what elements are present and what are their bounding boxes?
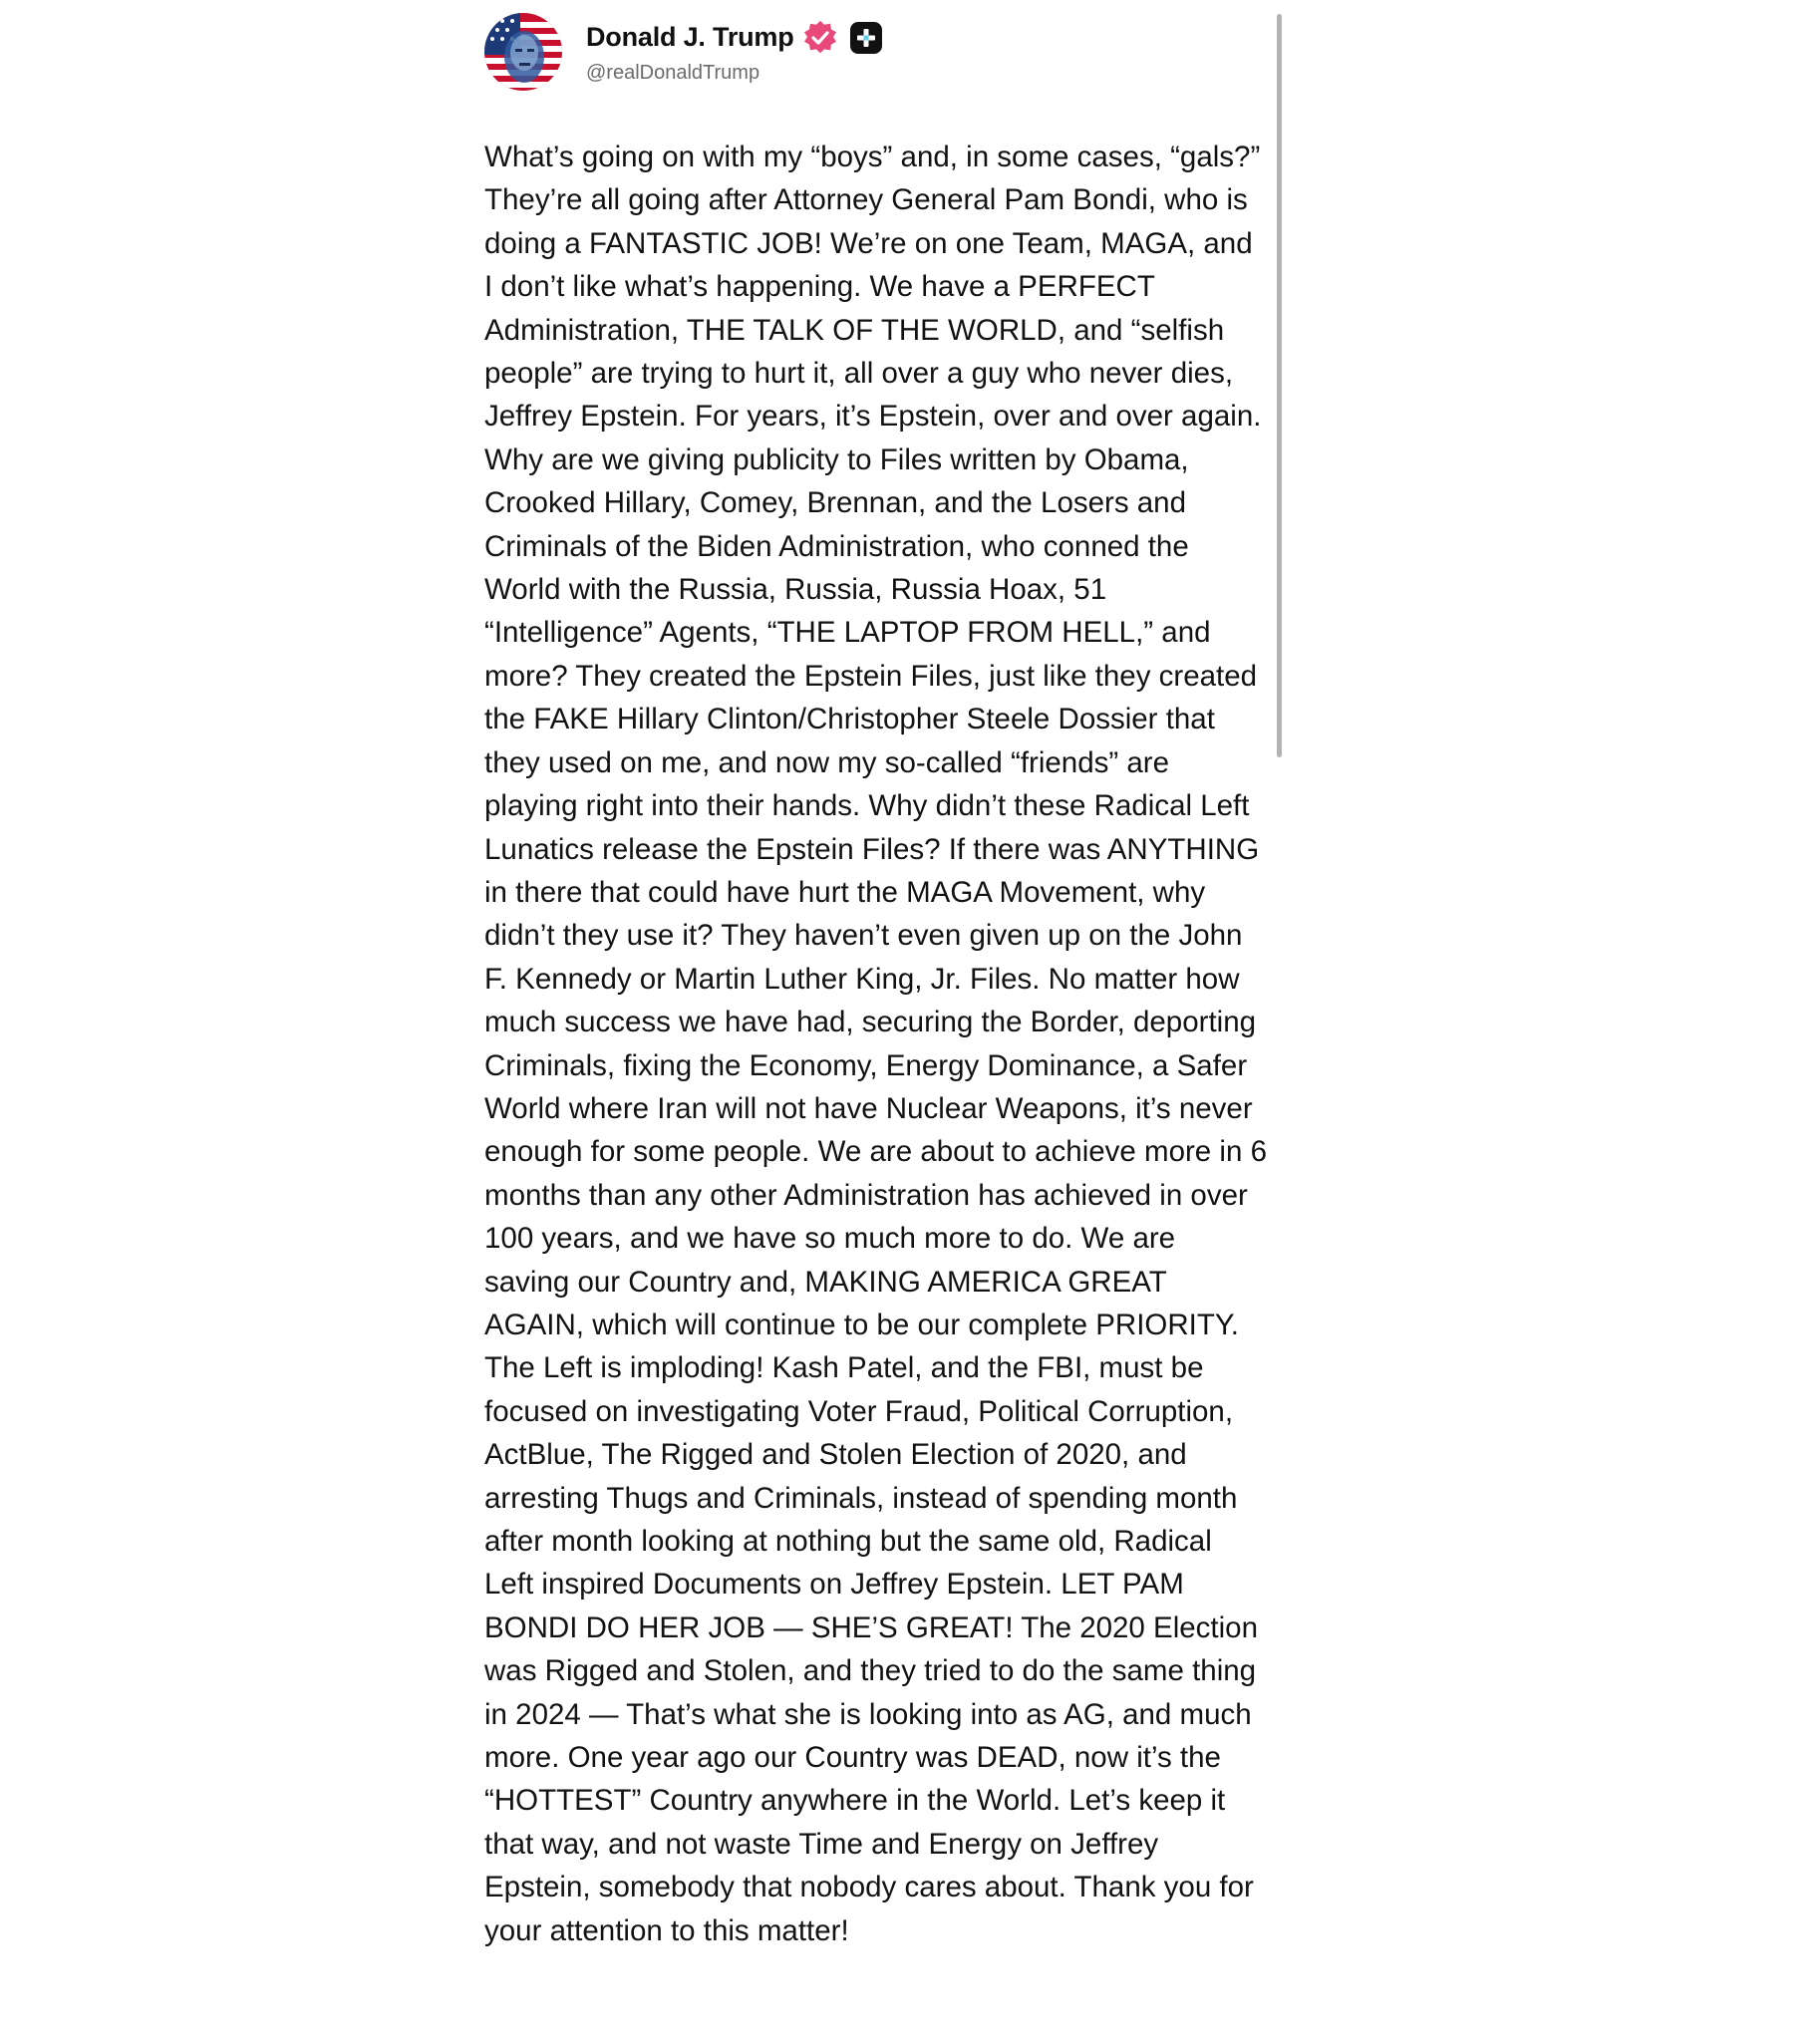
post-header (484, 10, 1262, 94)
author-avatar[interactable] (484, 13, 562, 91)
author-handle[interactable]: @realDonaldTrump (586, 61, 760, 84)
author-name-row (586, 20, 884, 56)
verified-badge-icon (802, 20, 838, 56)
post-body-text: What’s going on with my “boys” and, in some cases, “gals?” They’re all going after Attorney General Pam Bondi, who is doing a FANTASTIC JOB! We’re on one Team, MAGA, and I don’t like what’s happening. We have a PERFECT Administration, THE TALK OF THE WORLD, and “selfish people” are trying to hurt it, all over a guy who never dies, Jeffrey Epstein. For years, it’s Epstein, over and over again. Why are we giving publicity to Files written by Obama, Crooked Hillary, Comey, Brennan, and the Losers and Criminals of the Biden Administration, who conned the World with the Russia, Russia, Russia Hoax, 51 “Intelligence” Agents, “THE LAPTOP FROM HELL,” and more? They created the Epstein Files, just like they created the FAKE Hillary Clinton/Christopher Steele Dossier that they used on me, and now my so-called “friends” are playing right into their hands. Why didn’t these Radical Left Lunatics release the Epstein Files? If there was ANYTHING in there that could have hurt the MAGA Movement, why didn’t they use it? They haven’t even given up on the John F. Kennedy or Martin Luther King, Jr. Files. No matter how much success we have had, securing the Border, deporting Criminals, fixing the Economy, Energy Dominance, a Safer World where Iran will not have Nuclear Weapons, it’s never enough for some people. We are about to achieve more in 6 months than any other Administration has achieved in over 100 years, and we have so much more to do. We are saving our Country and, MAKING AMERICA GREAT AGAIN, which will continue to be our complete PRIORITY. The Left is imploding! Kash Patel, and the FBI, must be focused on investigating Voter Fraud, Political Corruption, ActBlue, The Rigged and Stolen Election of 2020, and arresting Thugs and Criminals, instead of spending month after month looking at nothing but the same old, Radical Left inspired Documents on Jeffrey Epstein. LET PAM BONDI DO HER JOB — SHE’S GREAT! The 2020 Election was Rigged and Stolen, and they tried to do the same thing in 2024 — That’s what she is looking into as AG, and much more. One year ago our Country was DEAD, now it’s the “HOTTEST” Country anywhere in the World. Let’s keep it that way, and not waste Time and Energy on Jeffrey Epstein, somebody that nobody cares about. Thank you for your attention to this matter! (484, 141, 1267, 1947)
avatar-flag-portrait-icon (484, 13, 562, 91)
post-card (484, 10, 1267, 1952)
author-identity (586, 20, 884, 85)
author-display-name[interactable]: Donald J. Trump (586, 22, 794, 52)
vertical-scrollbar[interactable] (1277, 14, 1282, 757)
plus-badge-icon (848, 20, 884, 56)
